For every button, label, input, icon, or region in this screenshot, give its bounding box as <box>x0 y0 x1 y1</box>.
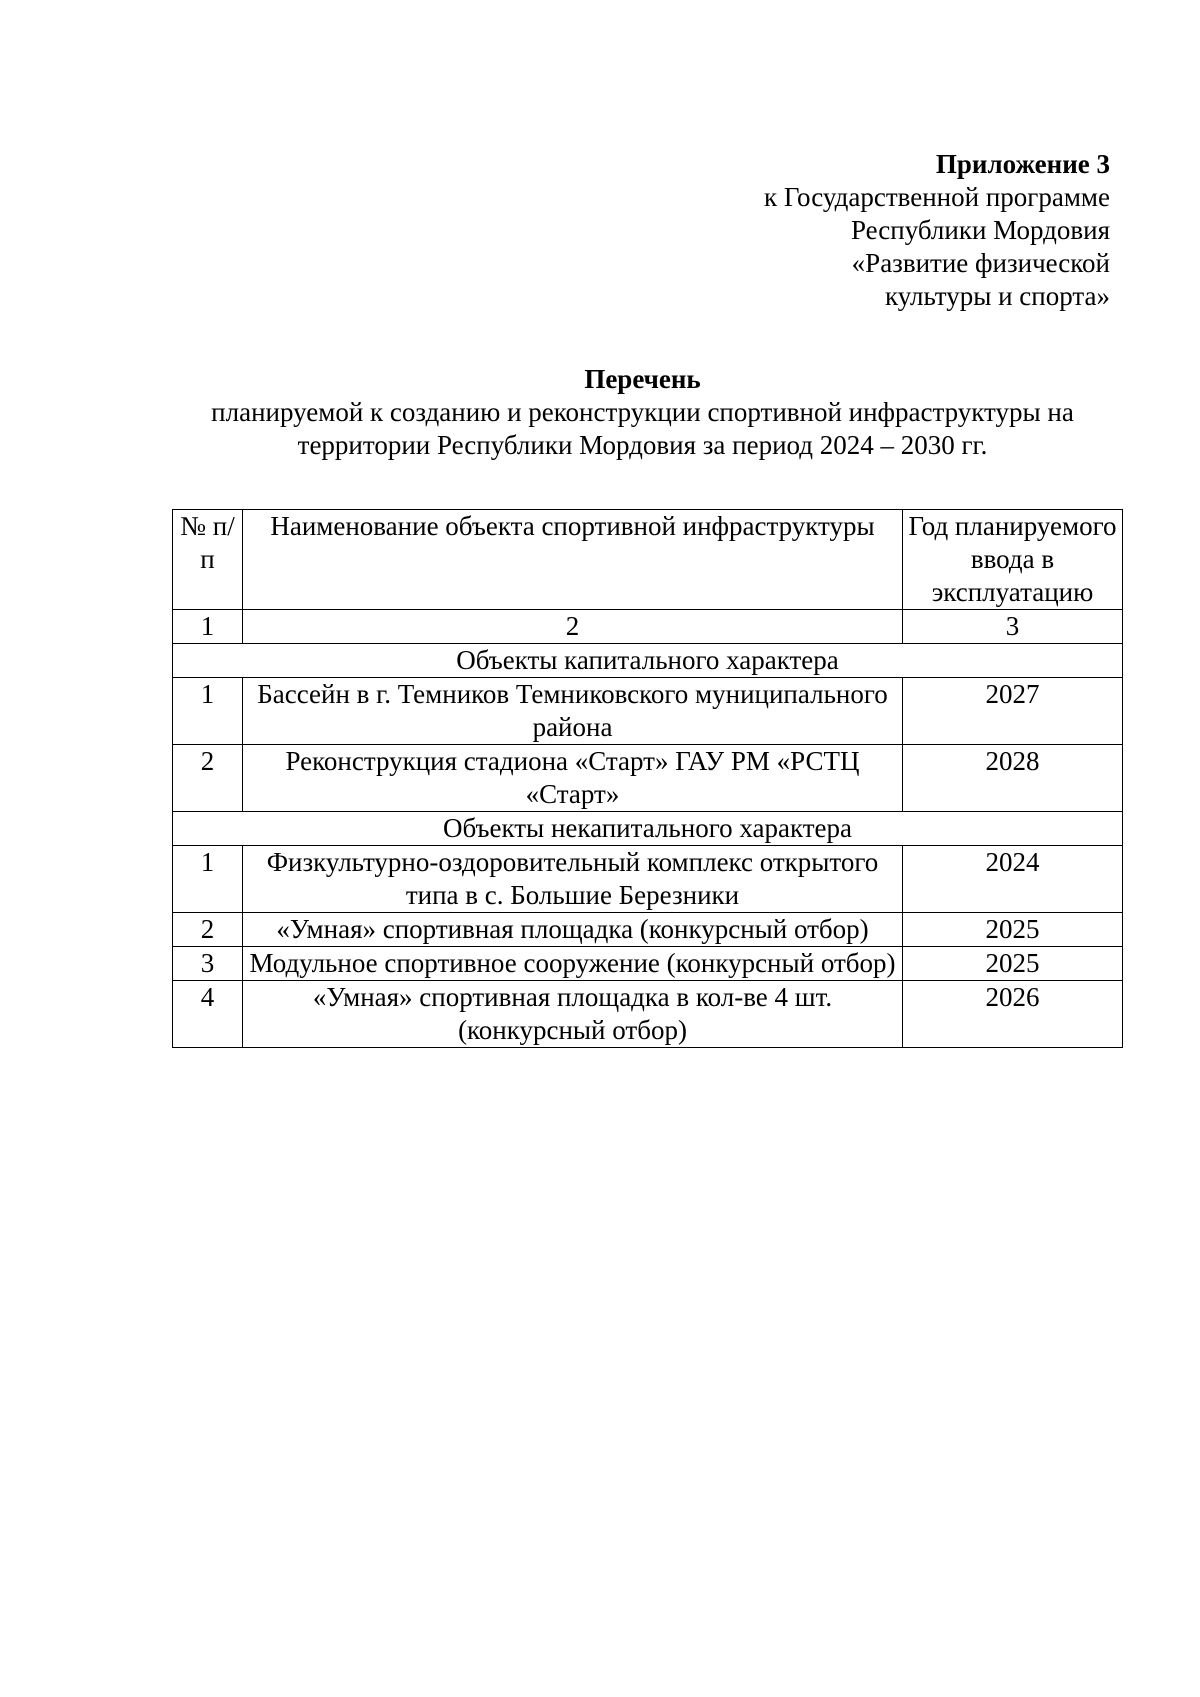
appendix-line: Республики Мордовия <box>850 215 1110 245</box>
section-title: Объекты некапитального характера <box>173 812 1123 846</box>
appendix-title: Приложение 3 <box>935 149 1110 179</box>
row-number: 1 <box>173 846 243 913</box>
row-number: 3 <box>173 947 243 981</box>
row-year: 2027 <box>903 678 1123 745</box>
row-number: 4 <box>173 981 243 1048</box>
appendix-line: культуры и спорта» <box>884 281 1110 311</box>
appendix-block <box>764 148 1110 313</box>
row-number: 2 <box>173 913 243 947</box>
table-header-row <box>173 510 1123 610</box>
document-heading: Перечень <box>584 364 701 394</box>
header-number: № п/п <box>173 510 243 610</box>
row-year: 2025 <box>903 947 1123 981</box>
row-object-name: Реконструкция стадиона «Старт» ГАУ РМ «РСТЦ «Старт» <box>243 745 903 812</box>
column-number: 3 <box>903 610 1123 644</box>
row-year: 2026 <box>903 981 1123 1048</box>
header-name: Наименование объекта спортивной инфраструктуры <box>243 510 903 610</box>
row-number: 2 <box>173 745 243 812</box>
table-row <box>173 745 1123 812</box>
appendix-line: к Государственной программе <box>763 182 1110 212</box>
row-object-name: «Умная» спортивная площадка в кол-ве 4 шт. (конкурсный отбор) <box>243 981 903 1048</box>
row-year: 2025 <box>903 913 1123 947</box>
section-row <box>173 644 1123 678</box>
section-title: Объекты капитального характера <box>173 644 1123 678</box>
row-object-name: Модульное спортивное сооружение (конкурсный отбор) <box>243 947 903 981</box>
row-object-name: Физкультурно-оздоровительный комплекс открытого типа в с. Большие Березники <box>243 846 903 913</box>
header-year: Год планируемого ввода в эксплуатацию <box>903 510 1123 610</box>
table-row <box>173 981 1123 1048</box>
appendix-line: «Развитие физической <box>851 248 1110 278</box>
row-object-name: «Умная» спортивная площадка (конкурсный отбор) <box>243 913 903 947</box>
row-number: 1 <box>173 678 243 745</box>
document-subtitle-line: территории Республики Мордовия за период 2024 – 2030 гг. <box>297 430 988 460</box>
column-number-row <box>173 610 1123 644</box>
column-number: 1 <box>173 610 243 644</box>
section-row <box>173 812 1123 846</box>
row-year: 2028 <box>903 745 1123 812</box>
table-row <box>173 678 1123 745</box>
document-title-block <box>150 363 1135 462</box>
table-row <box>173 913 1123 947</box>
row-object-name: Бассейн в г. Темников Темниковского муниципального района <box>243 678 903 745</box>
document-subtitle-line: планируемой к созданию и реконструкции спортивной инфраструктуры на <box>211 397 1074 427</box>
row-year: 2024 <box>903 846 1123 913</box>
table-row <box>173 846 1123 913</box>
column-number: 2 <box>243 610 903 644</box>
table-row <box>173 947 1123 981</box>
infrastructure-table <box>172 509 1123 1048</box>
